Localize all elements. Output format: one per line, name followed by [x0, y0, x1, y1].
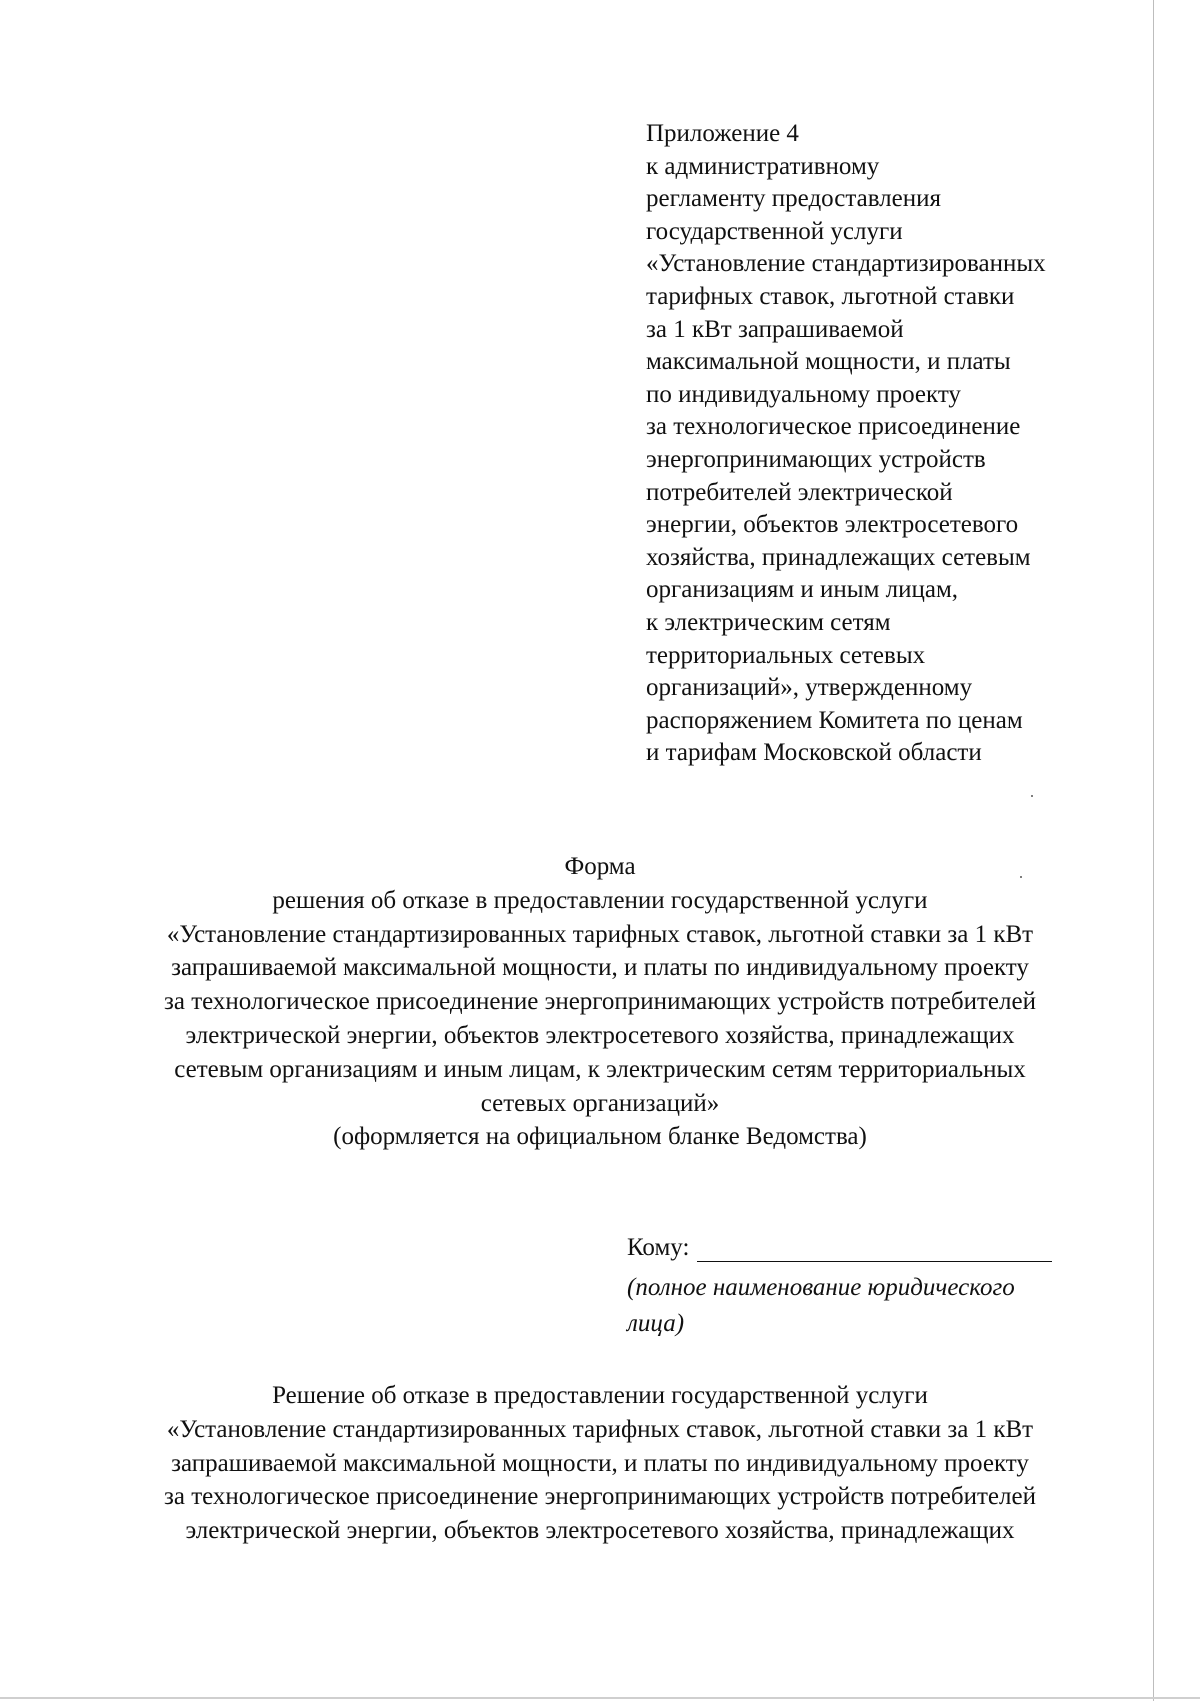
appendix-header [646, 118, 1146, 770]
recipient-hint-line: (полное наименование юридического [627, 1274, 1015, 1301]
form-heading-line: «Установление стандартизированных тарифных ставок, льготной ставки за 1 кВт [166, 920, 1034, 948]
form-heading [90, 850, 1110, 1154]
decision-heading-line: Решение об отказе в предоставлении государственной услуги [272, 1382, 928, 1409]
appendix-line: энергопринимающих устройств [646, 445, 986, 473]
recipient-blank-field[interactable] [697, 1235, 1052, 1262]
appendix-line: Приложение 4 [646, 120, 799, 147]
recipient-label: Кому: [627, 1234, 690, 1261]
form-heading-line: сетевым организациям и иным лицам, к электрическим сетям территориальных [174, 1055, 1026, 1083]
appendix-line: государственной услуги [646, 217, 903, 245]
appendix-line: к административному [646, 152, 880, 180]
scan-edge-bottom [0, 1697, 1200, 1699]
appendix-line: организациям и иным лицам, [646, 576, 959, 604]
appendix-line: к электрическим сетям [646, 608, 891, 636]
appendix-line: хозяйства, принадлежащих сетевым [646, 543, 1031, 571]
decision-heading-line: за технологическое присоединение энергопринимающих устройств потребителей [164, 1483, 1036, 1511]
appendix-line: территориальных сетевых [646, 641, 926, 669]
form-heading-line: запрашиваемой максимальной мощности, и платы по индивидуальному проекту [171, 954, 1029, 982]
appendix-line: «Установление стандартизированных [646, 250, 1046, 278]
appendix-line: энергии, объектов электросетевого [646, 511, 1019, 539]
appendix-line: за 1 кВт запрашиваемой [646, 315, 904, 343]
decision-heading-line: электрической энергии, объектов электросетевого хозяйства, принадлежащих [185, 1517, 1015, 1545]
recipient-block [627, 1228, 1107, 1342]
recipient-hint [627, 1270, 1107, 1342]
appendix-line: распоряжением Комитета по ценам [646, 706, 1023, 734]
form-heading-line: (оформляется на официальном бланке Ведомства) [333, 1123, 867, 1151]
recipient-hint-line: лица) [627, 1310, 685, 1337]
scan-edge-right [1153, 0, 1154, 1701]
form-heading-line: электрической энергии, объектов электросетевого хозяйства, принадлежащих [185, 1021, 1015, 1049]
appendix-line: за технологическое присоединение [646, 413, 1021, 441]
form-heading-line: за технологическое присоединение энергопринимающих устройств потребителей [164, 988, 1036, 1016]
appendix-line: максимальной мощности, и платы [646, 348, 1011, 376]
appendix-line: тарифных ставок, льготной ставки [646, 282, 1015, 310]
appendix-line: и тарифам Московской области [646, 739, 982, 767]
decision-heading-line: «Установление стандартизированных тарифных ставок, льготной ставки за 1 кВт [166, 1415, 1034, 1443]
form-heading-line: Форма [564, 853, 636, 880]
appendix-line: потребителей электрической [646, 478, 953, 506]
recipient-row [627, 1228, 1107, 1262]
form-heading-line: решения об отказе в предоставлении государственной услуги [272, 886, 928, 914]
appendix-line: регламенту предоставления [646, 185, 942, 213]
appendix-line: организаций», утвержденному [646, 674, 973, 702]
scan-speck [1031, 795, 1033, 797]
appendix-line: по индивидуальному проекту [646, 380, 961, 408]
form-heading-line: сетевых организаций» [480, 1089, 720, 1117]
decision-heading-line: запрашиваемой максимальной мощности, и платы по индивидуальному проекту [171, 1449, 1029, 1477]
decision-heading [90, 1379, 1110, 1548]
